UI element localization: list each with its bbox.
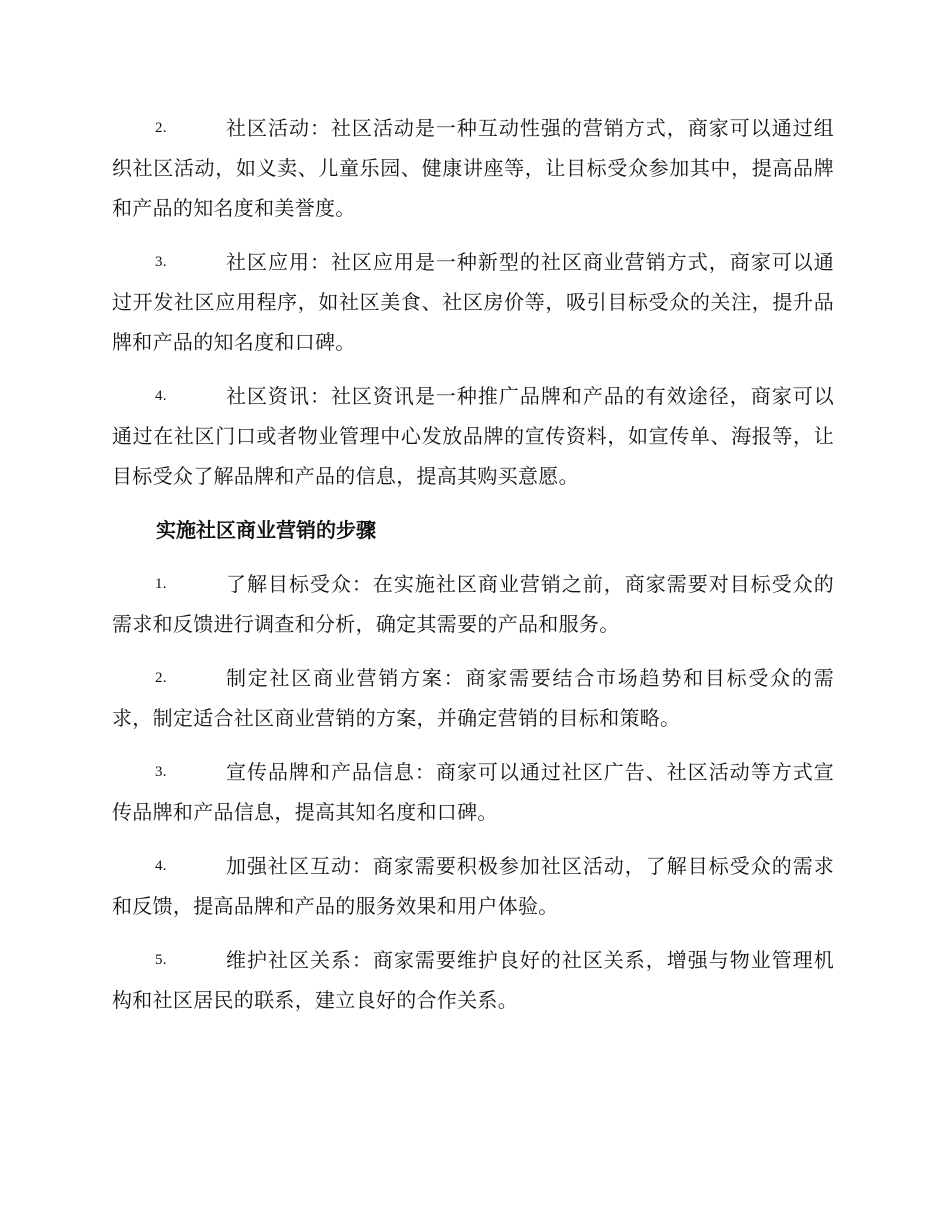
list-item-text: 制定社区商业营销方案：商家需要结合市场趋势和目标受众的需求，制定适合社区商业营销的方案，并确定营销的目标和策略。 [112,666,834,730]
document-content [112,108,834,1034]
section-heading: 实施社区商业营销的步骤 [156,518,376,542]
list-item-text: 社区活动：社区活动是一种互动性强的营销方式，商家可以通过组织社区活动，如义卖、儿童乐园、健康讲座等，让目标受众参加其中，提高品牌和产品的知名度和美誉度。 [112,116,834,220]
list-item-number: 3. [155,764,167,780]
list-item-text: 宣传品牌和产品信息：商家可以通过社区广告、社区活动等方式宣传品牌和产品信息，提高其知名度和口碑。 [112,760,834,824]
list-item-text: 社区资讯：社区资讯是一种推广品牌和产品的有效途径，商家可以通过在社区门口或者物业管理中心发放品牌的宣传资料，如宣传单、海报等，让目标受众了解品牌和产品的信息，提高其购买意愿。 [112,384,834,488]
list-item-number: 2. [155,120,167,136]
list-item [112,242,834,362]
list-item-number: 3. [155,254,167,270]
list-item [112,846,834,926]
list-item-text: 加强社区互动：商家需要积极参加社区活动，了解目标受众的需求和反馈，提高品牌和产品的服务效果和用户体验。 [112,854,834,918]
list-item-text: 社区应用：社区应用是一种新型的社区商业营销方式，商家可以通过开发社区应用程序，如社区美食、社区房价等，吸引目标受众的关注，提升品牌和产品的知名度和口碑。 [112,250,834,354]
list-item [112,564,834,644]
list-item [112,940,834,1020]
list-item-number: 5. [155,952,167,968]
list-item-text: 了解目标受众：在实施社区商业营销之前，商家需要对目标受众的需求和反馈进行调查和分析，确定其需要的产品和服务。 [112,572,834,636]
list-item [112,376,834,496]
list-item-text: 维护社区关系：商家需要维护良好的社区关系，增强与物业管理机构和社区居民的联系，建立良好的合作关系。 [112,948,834,1012]
list-item-number: 1. [155,576,167,592]
list-item-number: 4. [155,858,167,874]
list-item [112,108,834,228]
list-item-number: 4. [155,388,167,404]
list-item-number: 2. [155,670,167,686]
list-item [112,752,834,832]
list-item [112,658,834,738]
